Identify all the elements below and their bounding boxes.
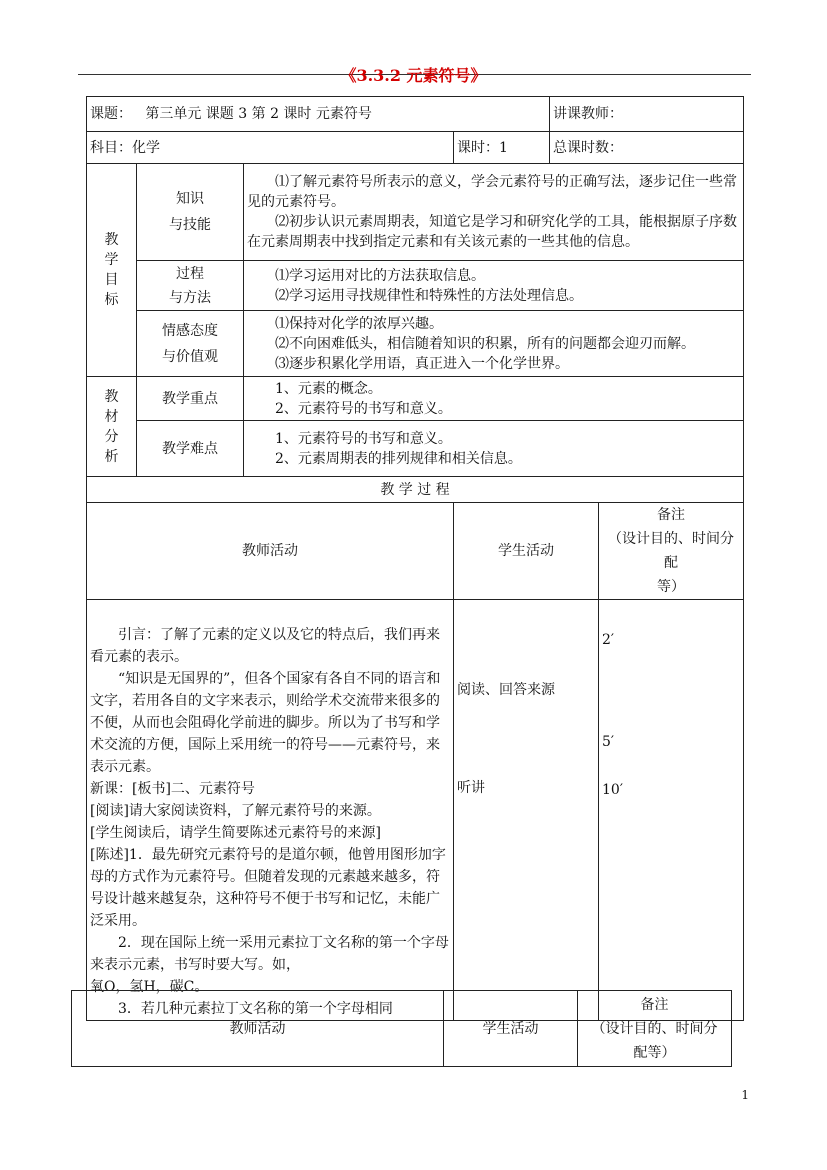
hours-cell-2: 课时：1 xyxy=(454,132,550,164)
material-label: 教 材 分 析 xyxy=(87,377,137,477)
bottom-student-header: 学生活动 xyxy=(444,991,578,1067)
total-hours-cell: 总课时数： xyxy=(550,132,744,164)
topic-cell: 课题： 第三单元 课题 3 第 2 课时 元素符号 xyxy=(87,97,550,132)
bottom-teacher-header: 教师活动 xyxy=(72,991,444,1067)
teacher-activity-content: 引言：了解了元素的定义以及它的特点后，我们再来看元素的表示。 “知识是无国界的”，但各个国家有各自不同的语言和文字，若用各自的文字来表示，则给学术交流带来很多的不便，从而也会阻碍化学前进的脚步。所以为了书写和学术交流的方便，国际上采用统一的符号——元素符号，来表示元素。 新课：[板书]二、元素符号 [阅读]请大家阅读资料，了解元素符号的来源。 [学生阅读后，请学生简要陈述元素符号的来源] [陈述]1．最先研究元素符号的是道尔顿，他曾用图形加字母的方式作为元素符号。但随着发现的元素越来越多，符号设计越来越复杂，这种符号不便于书写和记忆，未能广泛采用。 2．现在国际上统一采用元素拉丁文名称的第一个字母来表示元素，书写时要大写。如， 氧O，氢H，碳C。 3．若几种元素拉丁文名称的第一个字母相同 xyxy=(87,600,454,1021)
knowledge-content: ⑴了解元素符号所表示的意义，学会元素符号的正确写法，逐步记住一些常见的元素符号。 ⑵初步认识元素周期表，知道它是学习和研究化学的工具，能根据原子序数在元素周期表中找到指定元素和有关该元素的一些其他的信息。 xyxy=(244,164,744,261)
process-content: ⑴学习运用对比的方法获取信息。 ⑵学习运用寻找规律性和特殊性的方法处理信息。 xyxy=(244,261,744,311)
page-number: 1 xyxy=(741,1088,749,1102)
note-header: 备注 （设计目的、时间分配 等） xyxy=(599,503,744,600)
page-title: 《3.3.2 元素符号》 xyxy=(340,66,487,85)
student-activity-content: 阅读、回答来源 听讲 xyxy=(454,600,599,1021)
emotion-content: ⑴保持对化学的浓厚兴趣。 ⑵不向困难低头，相信随着知识的积累，所有的问题都会迎刃而解。 ⑶逐步积累化学用语，真正进入一个化学世界。 xyxy=(244,311,744,377)
process-section-header: 教 学 过 程 xyxy=(87,477,744,503)
knowledge-label: 知识 与技能 xyxy=(137,164,244,261)
note-content: 2′ 5′ 10′ xyxy=(599,600,744,1021)
lesson-plan-grid xyxy=(86,96,744,1021)
difficult-points-label: 教学难点 xyxy=(137,421,244,477)
subject-cell: 科目：化学 xyxy=(87,132,454,164)
emotion-label: 情感态度 与价值观 xyxy=(137,311,244,377)
teacher-cell: 讲课教师： xyxy=(550,97,744,132)
difficult-points-content: 1、元素符号的书写和意义。 2、元素周期表的排列规律和相关信息。 xyxy=(244,421,744,477)
key-points-content: 1、元素的概念。 2、元素符号的书写和意义。 xyxy=(244,377,744,421)
student-activity-header: 学生活动 xyxy=(454,503,599,600)
process-label: 过程 与方法 xyxy=(137,261,244,311)
bottom-note-header: 备注 （设计目的、时间分 配等） xyxy=(578,991,732,1067)
goals-label: 教 学 目 标 xyxy=(87,164,137,377)
key-points-label: 教学重点 xyxy=(137,377,244,421)
continuation-header-table xyxy=(71,990,732,1067)
teacher-activity-header: 教师活动 xyxy=(87,503,454,600)
